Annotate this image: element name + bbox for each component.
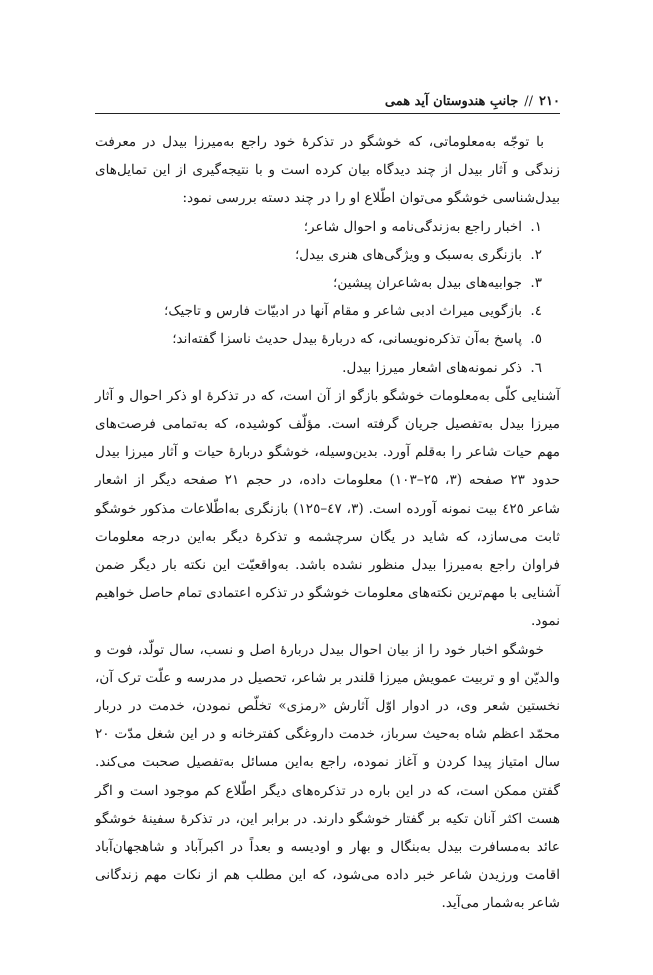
header-separator: //	[524, 93, 534, 109]
list-item	[95, 213, 542, 241]
list-item-number: ۲.	[530, 246, 542, 263]
list-item	[95, 241, 542, 269]
list-item-number: ۳.	[530, 275, 542, 292]
paragraph-biography: خوشگو اخبار خود را از بیان احوال بیدل دربارهٔ اصل و نسب، سال تولّد، فوت و والدیّن او و تربیت عمویش میرزا قلندر بر شاعر، تحصیل در مدرسه و علّت ترک آن، نخستین شعر وی، در ادوار اوّل آثارش «رمزی» تخلّص نمودن، خدمت در دربار محمّد اعظم شاه به‌حیث سرباز، خدمت داروغگی کفترخانه و در این شغل مدّت ۲۰ سال امتیاز پیدا کردن و آغاز نموده، راجع به‌این مسائل به‌تفصیل صحبت می‌کند. گفتن ممکن است، که در این باره در تذکره‌های دیگر اطّلاع کم موجود است و اگر هست اکثر آنان تکیه بر گفتار خوشگو دارند. در برابر این، در تذکرهٔ سفینهٔ خوشگو عائد به‌مسافرت بیدل به‌بنگال و بهار و اودیسه و بعداً در اکبرآباد و شاهجهان‌آباد اقامت ورزیدن شاعر خبر داده می‌شود، که این مطلب هم از نکات مهم زندگانی شاعر به‌شمار می‌آید.	[95, 641, 560, 912]
list-item	[95, 325, 542, 353]
list-item-number: ٤.	[530, 303, 542, 320]
header-rule	[95, 113, 560, 114]
list-item-text: بازنگری به‌سبک و ویژگی‌های هنری بیدل؛	[294, 246, 522, 263]
paragraph-overview: آشنایی کلّی به‌معلومات خوشگو بازگو از آن است، که در تذکرهٔ او ذکر احوال و آثار میرزا بیدل به‌تفصیل جریان گرفته است. مؤلّف کوشیده، که به‌تمامی فرصت‌های مهم حیات شاعر را به‌قلم آورد. بدین‌وسیله، خوشگو دربارهٔ حیات و آثار میرزا بیدل حدود ۲۳ صفحه (۳، ۲۵–۱۰۳) معلومات داده، در حجم ۲۱ صفحه دیگر از اشعار شاعر ٤۲٥ بیت نمونه آورده است. (۳، ٤۷–۱۲٥) بازنگری به‌اطّلاعات مذکور خوشگو ثابت می‌سازد، که شاید در یگان سرچشمه و تذکرهٔ دیگر به‌این درجه معلومات فراوان راجع به‌میرزا بیدل منظور نشده باشد. به‌واقعیّت این نکته بار دیگر ضمن آشنایی با مهم‌ترین نکته‌های معلومات خوشگو در تذکره اعتمادی تمام حاصل خواهیم نمود.	[95, 387, 561, 630]
list-item-number: ۱.	[530, 218, 542, 235]
page-number: ۲۱۰	[539, 93, 560, 109]
running-header	[95, 90, 560, 112]
list-item-text: جوابیه‌های بیدل به‌شاعران پیشین؛	[333, 275, 522, 292]
running-title: جانبِ هندوستان آید همی	[384, 93, 519, 109]
list-item-number: ٦.	[530, 359, 542, 376]
list-item-text: ذکر نمونه‌های اشعار میرزا بیدل.	[342, 359, 522, 376]
body-text	[95, 128, 560, 918]
list-item	[95, 354, 542, 382]
list-item	[95, 297, 542, 325]
intro-paragraph: با توجّه به‌معلوماتی، که خوشگو در تذکرهٔ خود راجع به‌میرزا بیدل در معرفت زندگی و آثار بیدل از چند دیدگاه بیان کرده است و با نتیجه‌گیری از این تمایل‌های بیدل‌شناسی خوشگو می‌توان اطّلاع او را در چند دسته بررسی نمود:	[95, 134, 560, 207]
list-item	[95, 269, 542, 297]
list-item-number: ٥.	[530, 331, 542, 348]
list-item-text: بازگویی میراث ادبی شاعر و مقام آنها در ادبیّات فارس و تاجیک؛	[164, 303, 522, 320]
category-list	[95, 213, 560, 382]
list-item-text: اخبار راجع به‌زندگی‌نامه و احوال شاعر؛	[303, 218, 522, 235]
list-item-text: پاسخ به‌آن تذکره‌نویسانی، که دربارهٔ بیدل حدیث ناسزا گفته‌اند؛	[172, 331, 522, 348]
